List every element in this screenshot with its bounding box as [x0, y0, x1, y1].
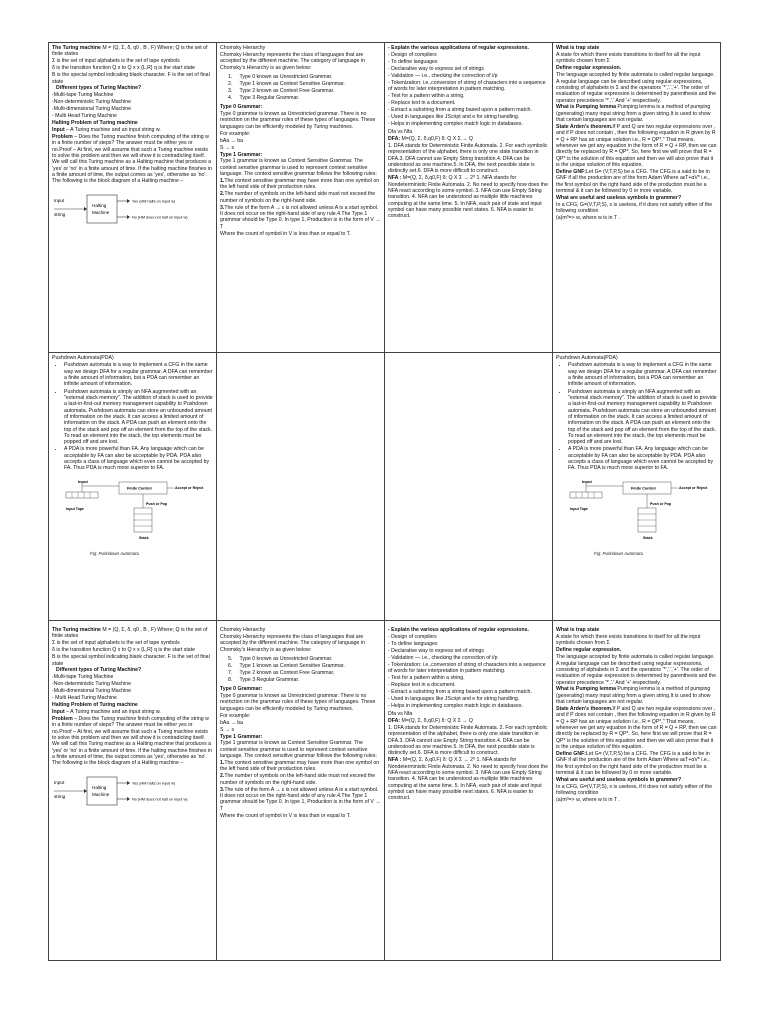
chomsky-type-item: [228, 670, 381, 676]
regex-items: - Design of compilers: [388, 633, 437, 640]
chomsky-types-top-n: 4.: [228, 94, 233, 101]
turing-line: B is the special symbol indicating blank character. F is the set of final state: [52, 72, 210, 85]
trap-cell-bottom: [553, 621, 721, 961]
example-line: bAa → ba: [220, 137, 244, 144]
regex-title: - Explain the various applications of regular expressions.: [388, 627, 529, 633]
turing-type-item: -Non-deterministic Turing Machine: [52, 681, 131, 688]
chomsky-type1-text: Type 1 grammar is known as Context Sensitive Grammar. The context sensitive grammar is used to represent context sensitive language. The context sensitive grammar follows the following rules:: [220, 740, 377, 760]
pda-push-pop: Push or Pop: [146, 501, 168, 506]
gnf-label: Define GNF:: [556, 169, 586, 176]
pumping-label: What is Pumping lemma: [556, 104, 616, 111]
useless-text: In a CFG, G=(V,T,P,S), x is useless, if it does not satisfy either of the following condition: [556, 202, 713, 215]
turing-types-heading: Different types of Turing Machine?: [56, 667, 142, 674]
turing-input-text: – A Turing machine and an input string w.: [64, 709, 161, 716]
regex-items: - Helps in implementing complex match logic in databases.: [388, 702, 523, 709]
chomsky-types-top-t: Type 2 known as Context Free Grammar.: [239, 87, 335, 94]
regex-def-text: The language accepted by finite automata is called regular language. A regular language can be described using regular expressions, consisting of alphabets in Σ and the operators '*','.','+'. The order of evaluation of regular expression is determined by parenthesis and the operator precedence '*','.' And '+' respectively.: [556, 72, 717, 104]
regex-cell-bottom: [385, 621, 553, 961]
pda-input-label: Input: [582, 478, 592, 484]
turing-problem-label: Problem: [52, 716, 73, 722]
chomsky-types-top-t: Type 3 Regular Grammar.: [239, 94, 300, 101]
pda-bullet: • Pushdown automata is simply an NFA augmented with an "external stack memory". The addition of stack is used to provide a last-in-first-out memory management capability to Pushdown automata. Pushdown automata can store an unbounded amount of information on the stack. It can access a limited amount of information on the stack. A PDA can push an element onto the top of the stack and pop off an element from the top of the stack. To read an element into the stack, the top elements must be popped off and are lost.: [64, 389, 213, 446]
trap-cond: (a)mᴽ=> w, where w is in T .: [556, 797, 620, 804]
halting-machine-diagram: [52, 189, 192, 229]
chomsky-type-item: [228, 74, 381, 80]
regex-items: - Declarative way to express set of strings: [388, 647, 485, 654]
chomsky-types-top-n: 1.: [228, 73, 233, 80]
trap-title: What is trap state: [556, 627, 600, 633]
trap-useless-heading: What are useful and useless symbols in grammer?: [556, 777, 682, 784]
chomsky-rule2: The number of symbols on the left-hand side must not exceed the number of symbols on the right-hand side.: [220, 191, 376, 204]
turing-cell-bottom: [49, 621, 217, 961]
turing-types-heading: Different types of Turing Machine?: [56, 85, 142, 92]
turing-diagram-input: Input: [54, 779, 65, 785]
turing-diagram-machine1: Halting: [92, 784, 107, 790]
pda-cell-left: [49, 353, 217, 621]
type1-heading: Type 1 Grammar:: [220, 151, 263, 158]
chomsky-intro: Chomsky Hierarchy represents the class of languages that are accepted by the different machine. The category of language in Chomsky's Hierarchy is as given below:: [220, 633, 365, 653]
pda-input-label: Input: [78, 478, 88, 484]
pda-diagram: [64, 478, 213, 550]
chomsky-types-bottom-t: Type 2 known as Context Free Grammar.: [239, 669, 335, 676]
halting-heading: Halting Problem of Turing machine: [52, 702, 138, 709]
regex-dfa-vs: Dfa vs Nfa: [388, 711, 413, 718]
nfa-definition: M=(Q, Σ, δ,q0,F) δ: Q X Σ → 2ᴽ 1. NFA stands for Nondeterministic Finite Automata. 2. No need to specify how does the NFA react according to some symbol. 3. NFA can use Empty String transition. 4. NFA can be understood as multiple little machines computing at the same time. 5. In NFA, each pair of state and input symbol can have many possible next states. 6. NFA is easier to construct.: [388, 175, 549, 220]
regex-items: - Extract a substring from a string based upon a pattern match.: [388, 688, 532, 695]
trap-regex-text: The language accepted by finite automata is called regular language. A regular language can be described using regular expressions, consisting of alphabets in Σ and the operators '*','.','+'. The order of evaluation of regular expression is determined by parenthesis and the operator precedence '*','.' And '+' respectively.: [556, 654, 717, 686]
turing-type-item: - Multi Head Turing Machine: [52, 695, 117, 702]
type1-text: Type 1 grammar is known as Context Sensitive Grammar. The context sensitive grammar is used to represent context sensitive language. The context sensitive grammar follows the following rules:: [220, 158, 377, 178]
pda-stack: Stack: [139, 535, 149, 540]
regex-item: - Design of compilers: [388, 51, 437, 58]
trap-arden-label: State Arden's theorem.: [556, 706, 613, 713]
chomsky-types-bottom-t: Type 1 known as Context Sensitive Grammar.: [239, 662, 345, 669]
type1-rule: 2.The number of symbols on the left-hand side must not exceed the number of symbols on the right-hand side.: [220, 191, 376, 204]
pda-diagram: [568, 478, 717, 550]
turing-cell-top: [49, 43, 217, 353]
regex-title: - Explain the various applications of regular expressions.: [388, 45, 529, 51]
turing-definition: M = (Q, Σ, δ, q0 , B , F) Where; Q is the set of finite states: [52, 627, 208, 640]
chomsky-intro: Chomsky Hierarchy represents the class of languages that are accepted by the different machine. The category of language in Chomsky's Hierarchy is as given below:: [220, 51, 365, 71]
trap-gnf-label: Define GNF:: [556, 751, 586, 758]
turing-line: δ is the transition function Q x to Q x x {L,R} q is the start state: [52, 647, 196, 654]
chomsky-ex2: S → s: [220, 726, 235, 733]
diagram-input-label: Input: [54, 197, 65, 203]
regex-item: - Declarative way to express set of strings: [388, 65, 485, 72]
diagram-no-output: No (HM does not halt on input w): [132, 215, 188, 220]
trap-arden-text: If P and Q are two regular expressions over , and if P does not contain , then the following equation in R given by R = Q + RP has an unique solution i.e., R = QP*." That means, whenever we get any equation in the form of R = Q + RP, then we can directly be replaced by R = QP*. So, here first we will prove that R = QP* is the solution of this equation and then we will also prove that it is the unique solution of this equation.: [556, 706, 717, 751]
turing-input-label: Input: [52, 709, 65, 716]
input-text: – A Turing machine and an input string w.: [64, 127, 161, 134]
problem-label: Problem: [52, 134, 73, 140]
chomsky-types-bottom-t: Type 0 known as Unrestricted Grammar.: [239, 655, 333, 662]
chomsky-rule1: The context sensitive grammar may have more than one symbol on the left hand side of their production rules.: [220, 760, 380, 773]
useless-heading: What are useful and useless symbols in grammer?: [556, 195, 682, 202]
dfa-definition: M=(Q, Σ, δ,q0,F) δ: Q X Σ → Q: [400, 136, 473, 142]
turing-line: Σ is the set of input alphabets is the set of tape symbols: [52, 640, 180, 647]
pda-input-tape: Input Tape: [66, 506, 84, 511]
diagram-machine-label: Machine: [92, 209, 110, 215]
regex-items: - To define languages: [388, 640, 438, 647]
chomsky-types-bottom-n: 7.: [228, 669, 233, 676]
turing-type-item: -Multi-dimensional Turing Machine: [52, 688, 131, 695]
pda-bullet: • Pushdown automata is a way to implement a CFG in the same way we design DFA for a regular grammar. A DFA can remember a finite amount of information, but a PDA can remember an infinite amount of information.: [64, 362, 213, 387]
chomsky-types-top-t: Type 1 known as Context Sensitive Grammar.: [239, 80, 345, 87]
chomsky-type1-heading: Type 1 Grammar:: [220, 733, 263, 740]
pda-bullet: • A PDA is more powerful than FA. Any language which can be acceptable by FA can also be acceptable by PDA. PDA also accepts a class of language which even cannot be accepted by FA. Thus PDA is much more superior to FA.: [64, 446, 213, 471]
dfa-vs-nfa: Dfa vs Nfa: [388, 129, 413, 136]
regex-item: - Tokenization: i.e.,conversion of string of characters into a sequence of words for later interpretation in pattern matching.: [388, 79, 546, 93]
example-line: S → s: [220, 144, 235, 151]
chomsky-type-item: [228, 663, 381, 669]
turing-type-item: -Non-deterministic Turing Machine: [52, 99, 131, 106]
chomsky-title: Chomsky Hierarchy: [220, 627, 266, 633]
type1-rule: 3.The rule of the form A → ε is not allowed unless A is a start symbol. It does not occur on the right-hand side of any rule.4.The Type 1 grammar should be Type 0. In type 1, Production is in the form of V → T: [220, 204, 381, 230]
type0-text: Type 0 grammar is known as Unrestricted grammar. There is no restriction on the grammar rules of these types of languages. These languages can be efficiently modeled by Turing machines.: [220, 111, 376, 130]
type1-rule: 1.The context sensitive grammar may have more than one symbol on the left hand side of their production rules.: [220, 178, 380, 191]
trap-regex-heading: Define regular expression.: [556, 647, 622, 654]
pda-stack: Stack: [643, 535, 653, 540]
regex-item: - Extract a substring from a string based upon a pattern match.: [388, 106, 532, 113]
regex-def-heading: Define regular expression.: [556, 65, 622, 72]
pda-input-tape: Input Tape: [570, 506, 588, 511]
pda-accept-reject: Accept or Reject: [175, 485, 204, 490]
halting-machine-diagram: [52, 771, 192, 811]
chomsky-types-bottom-n: 5.: [228, 655, 233, 662]
regex-item: - Used in languages like JScript and e for string handling.: [388, 113, 520, 120]
pda-caption: Fig: Pushdown Automata: [594, 550, 643, 556]
regex-dfa-points: 1. DFA stands for Deterministic Finite Automata. 2. For each symbolic representation of the alphabet, there is only one state transition in DFA.3. DFA cannot use Empty String transition.4. DFA can be understood as one machine.5. In DFA, the next possible state is distinctly set.6. DFA is more difficult to construct.: [388, 724, 548, 757]
regex-item: - Replace text in a document.: [388, 99, 456, 106]
turing-definition: M = (Q, Σ, δ, q0 , B , F) Where; Q is the set of finite states: [52, 45, 208, 58]
chomsky-type-item: [228, 677, 381, 683]
turing-title: The Turing machine: [52, 45, 101, 51]
turing-diagram-no: No (HM does not halt on input w): [132, 797, 188, 802]
turing-diagram-string: string: [54, 793, 66, 799]
pda-bullet: • Pushdown automata is a way to implement a CFG in the same way we design DFA for a regular grammar. A DFA can remember a finite amount of information, but a PDA can remember an infinite amount of information.: [568, 362, 717, 387]
turing-type-item: -Multi-tape Turing Machine: [52, 674, 114, 681]
trap-gnf-text: Let G= (V,T,P,S) be a CFG. The CFG is a said to be in GNF if all the production are of the form Adam Where aεT+αV* i.e., the first symbol on the right hand side of the production must be a terminal & it can be followed by 0 or more variable.: [556, 751, 710, 777]
turing-line: δ is the transition function Q x to Q x x {L,R} q is the start state: [52, 65, 196, 72]
chomsky-type-item: [228, 656, 381, 662]
regex-nfa-def: M=(Q, Σ, δ,q0,F) δ: Q X Σ → 2ᴽ 1. NFA stands for Nondeterministic Finite Automata. 2. No need to specify how does the NFA react according to some symbol. 3. NFA can use Empty String transition. 4. NFA can be understood as multiple little machines computing at the same time. 5. In NFA, each pair of state and input symbol can have many possible next states. 6. NFA is easier to construct.: [388, 757, 549, 802]
regex-items: - Tokenization: i.e.,conversion of string of characters into a sequence of words for later interpretation in pattern matching.: [388, 661, 546, 675]
turing-type-item: -Multi-dimensional Turing Machine: [52, 106, 131, 113]
chomsky-rule1: The context sensitive grammar may have more than one symbol on the left hand side of their production rules.: [220, 178, 380, 191]
problem-text: – Does the Turing machine finish computing of the string w in a finite number of steps? The answer must be either yes or no.Proof – At first, we will assume that such a Turing machine exists to solve this problem and then we will show it is contradicting itself. We will call this Turing machine as a Halting machine that produces a 'yes' or 'no' in a finite amount of time. If the halting machine finishes in a finite amount of time, the output comes as 'yes', otherwise as 'no'. The following is the block diagram of a Halting machine –: [52, 134, 212, 185]
turing-problem-text: – Does the Turing machine finish computing of the string w in a finite number of steps? The answer must be either yes or no.Proof – At first, we will assume that such a Turing machine exists to solve this problem and then we will show it is contradicting itself. We will call this Turing machine as a Halting machine that produces a 'yes' or 'no' in a finite amount of time. If the halting machine finishes in a finite amount of time, the output comes as 'yes', otherwise as 'no'. The following is the block diagram of a Halting machine –: [52, 716, 212, 767]
regex-items: - Test for a pattern within a string.: [388, 674, 465, 681]
trap-text: A state for which there exists transitions to itself for all the input symbols chosen from Σ: [556, 51, 701, 65]
chomsky-type-item: [228, 95, 381, 101]
chomsky-rule-last: Where the count of symbol in V is less than or equal to T.: [220, 812, 351, 819]
chomsky-cell-bottom: Chomsky Hierarchy Chomsky Hierarchy represents the class of languages that are accepted by the different machine. The category of language in Chomsky's Hierarchy is as given below: 5. Type 0 known as Unrestricted Grammar. 6. Type 1 known as Context Sensitive Grammar. 7. Type 2 known as Context Free Grammar. 8. Type 3 Regular Grammar. Type 0 Grammar: Type 0 grammar is known as Unrestricted grammar. There is no restriction on the grammar rules of these types of languages. These languages can be efficiently modeled by Turing machines. For example: bAa → ba S → s Type 1 Grammar: Type 1 grammar is known as Context Sensitive Grammar. The context sensitive grammar is used to represent context sensitive language. The context sensitive grammar follows the following rules: 1.The context sensitive grammar may have more than one symbol on the left hand side of their production rules. 2.The number of symbols on the left-hand side must not exceed the number of symbols on the right-hand side. 3.The rule of the form A → ε is not allowed unless A is a start symbol. It does not occur on the right-hand side of any rule.4.The Type 1 grammar should be Type 0. In type 1, Production is in the form of V → T Where the count of symbol in V is less than or equal to T.: [217, 621, 385, 961]
turing-diagram-yes: Yes (HM halts on input w): [132, 781, 176, 786]
diagram-string-label: string: [54, 211, 66, 217]
chomsky-type0-heading: Type 0 Grammar:: [220, 686, 263, 693]
chomsky-types-top-n: 2.: [228, 80, 233, 87]
chomsky-example: For example:: [220, 712, 251, 719]
dfa-points: 1. DFA stands for Deterministic Finite Automata. 2. For each symbolic representation of the alphabet, there is only one state transition in DFA.3. DFA cannot use Empty String transition.4. DFA can be understood as one machine.5. In DFA, the next possible state is distinctly set.6. DFA is more difficult to construct.: [388, 142, 548, 175]
trap-text: A state for which there exists transitions to itself for all the input symbols chosen from Σ: [556, 633, 701, 647]
type1-rule-last: Where the count of symbol in V is less than or equal to T.: [220, 230, 351, 237]
pda-title: Pushdown Automata(PDA): [52, 355, 114, 361]
chomsky-types-bottom-t: Type 3 Regular Grammar.: [239, 676, 300, 683]
gnf-text: Let G= (V,T,P,S) be a CFG. The CFG is a said to be in GNF if all the production are of the form Adam Where aεT+αV* i.e., the first symbol on the right hand side of the production must be a terminal & it can be followed by 0 or more variable.: [556, 169, 710, 195]
trap-cell-top: [553, 43, 721, 353]
type0-heading: Type 0 Grammar:: [220, 104, 263, 111]
turing-type-item: -Multi-tape Turing Machine: [52, 92, 114, 99]
chomsky-types-bottom-n: 6.: [228, 662, 233, 669]
chomsky-types-top-n: 3.: [228, 87, 233, 94]
diagram-machine-label: Halting: [92, 202, 107, 208]
pda-bullet: • Pushdown automata is simply an NFA augmented with an "external stack memory". The addition of stack is used to provide a last-in-first-out memory management capability to Pushdown automata. Pushdown automata can store an unbounded amount of information on the stack. It can access a limited amount of information on the stack. A PDA can push an element onto the top of the stack and pop off an element from the top of the stack. To read an element into the stack, the top elements must be popped off and are lost.: [568, 389, 717, 446]
pda-push-pop: Push or Pop: [650, 501, 672, 506]
dfa-label: DFA:: [388, 136, 401, 142]
arden-label: State Arden's theorem.: [556, 124, 613, 131]
pda-accept-reject: Accept or Reject: [679, 485, 708, 490]
trap-title: What is trap state: [556, 45, 600, 51]
pda-cell-right: [553, 353, 721, 621]
regex-dfa-def: M=(Q, Σ, δ,q0,F) δ: Q X Σ → Q: [400, 718, 473, 724]
chomsky-rule3: The rule of the form A → ε is not allowed unless A is a start symbol. It does not occur on the right-hand side of any rule.4.The Type 1 grammar should be Type 0. In type 1, Production is in the form of V → T: [220, 786, 381, 812]
regex-item: - Helps in implementing complex match logic in databases.: [388, 120, 523, 127]
turing-diagram-machine2: Machine: [92, 791, 110, 797]
chomsky-ex1: bAa → ba: [220, 719, 244, 726]
turing-line: Σ is the set of input alphabets is the set of tape symbols: [52, 58, 180, 65]
regex-nfa-def-label: NFA :: [388, 757, 402, 764]
trap-pumping-text: Pumping lemma is a method of pumping (generating) many input string from a given string.It is used to show that certain languages are not regular.: [556, 686, 711, 706]
regex-item: - To define languages: [388, 58, 438, 65]
chomsky-types-bottom-n: 8.: [228, 676, 233, 683]
turing-type-item: - Multi Head Turing Machine: [52, 113, 117, 120]
pda-title: Pushdown Automata(PDA): [556, 355, 618, 361]
diagram-yes-output: Yes (HM halts on input w): [132, 199, 176, 204]
chomsky-type0-text: Type 0 grammar is known as Unrestricted grammar. There is no restriction on the grammar rules of these types of languages. These languages can be efficiently modeled by Turing machines.: [220, 693, 376, 712]
regex-cell-top: [385, 43, 553, 353]
chomsky-title: Chomsky Hierarchy: [220, 45, 266, 51]
chomsky-type-item: [228, 81, 381, 87]
useless-condition: (a)mᴽ=> w, where w is in T .: [556, 215, 620, 222]
regex-item: - Validation — i.e., checking the correction of i/p: [388, 72, 498, 79]
regex-items: - Used in languages like JScript and e for string handling.: [388, 695, 520, 702]
trap-useless-text: In a CFG, G=(V,T,P,S), x is useless, if it does not satisfy either of the following condition: [556, 784, 713, 797]
empty-cell: [217, 353, 385, 621]
regex-items: - Replace text in a document.: [388, 681, 456, 688]
chomsky-rule2: The number of symbols on the left-hand side must not exceed the number of symbols on the right-hand side.: [220, 773, 376, 786]
pda-caption: Fig: Pushdown Automata: [90, 550, 139, 556]
pda-finite-control: Finite Control: [631, 486, 656, 491]
turing-title: The Turing machine: [52, 627, 101, 633]
input-label: Input: [52, 127, 65, 134]
regex-item: - Test for a pattern within a string.: [388, 92, 465, 99]
pda-bullet: • A PDA is more powerful than FA. Any language which can be acceptable by FA can also be acceptable by PDA. PDA also accepts a class of language which even cannot be accepted by FA. Thus PDA is much more superior to FA.: [568, 446, 717, 471]
nfa-label: NFA :: [388, 175, 402, 182]
empty-cell: [385, 353, 553, 621]
example-label: For example:: [220, 130, 251, 137]
pumping-text: Pumping lemma is a method of pumping (generating) many input string from a given string.It is used to show that certain languages are not regular.: [556, 104, 711, 124]
arden-text: If P and Q are two regular expressions over , and if P does not contain , then the following equation in R given by R = Q + RP has an unique solution i.e., R = QP*." That means, whenever we get any equation in the form of R = Q + RP, then we can directly be replaced by R = QP*. So, here first we will prove that R = QP* is the solution of this equation and then we will also prove that it is the unique solution of this equation.: [556, 124, 717, 169]
chomsky-rule3: The rule of the form A → ε is not allowed unless A is a start symbol. It does not occur on the right-hand side of any rule.4.The Type 1 grammar should be Type 0. In type 1, Production is in the form of V → T: [220, 204, 381, 230]
chomsky-types-top-t: Type 0 known as Unrestricted Grammar.: [239, 73, 333, 80]
regex-dfa-def-label: DFA:: [388, 718, 401, 724]
cheat-sheet-table: [48, 42, 721, 961]
trap-pumping-label: What is Pumping lemma: [556, 686, 616, 693]
chomsky-cell-top: [217, 43, 385, 353]
turing-line: B is the special symbol indicating blank character. F is the set of final state: [52, 654, 210, 667]
pda-finite-control: Finite Control: [127, 486, 152, 491]
chomsky-type-item: [228, 88, 381, 94]
regex-items: - Validation — i.e., checking the correction of i/p: [388, 654, 498, 661]
halting-heading: Halting Problem of Turing machine: [52, 120, 138, 127]
